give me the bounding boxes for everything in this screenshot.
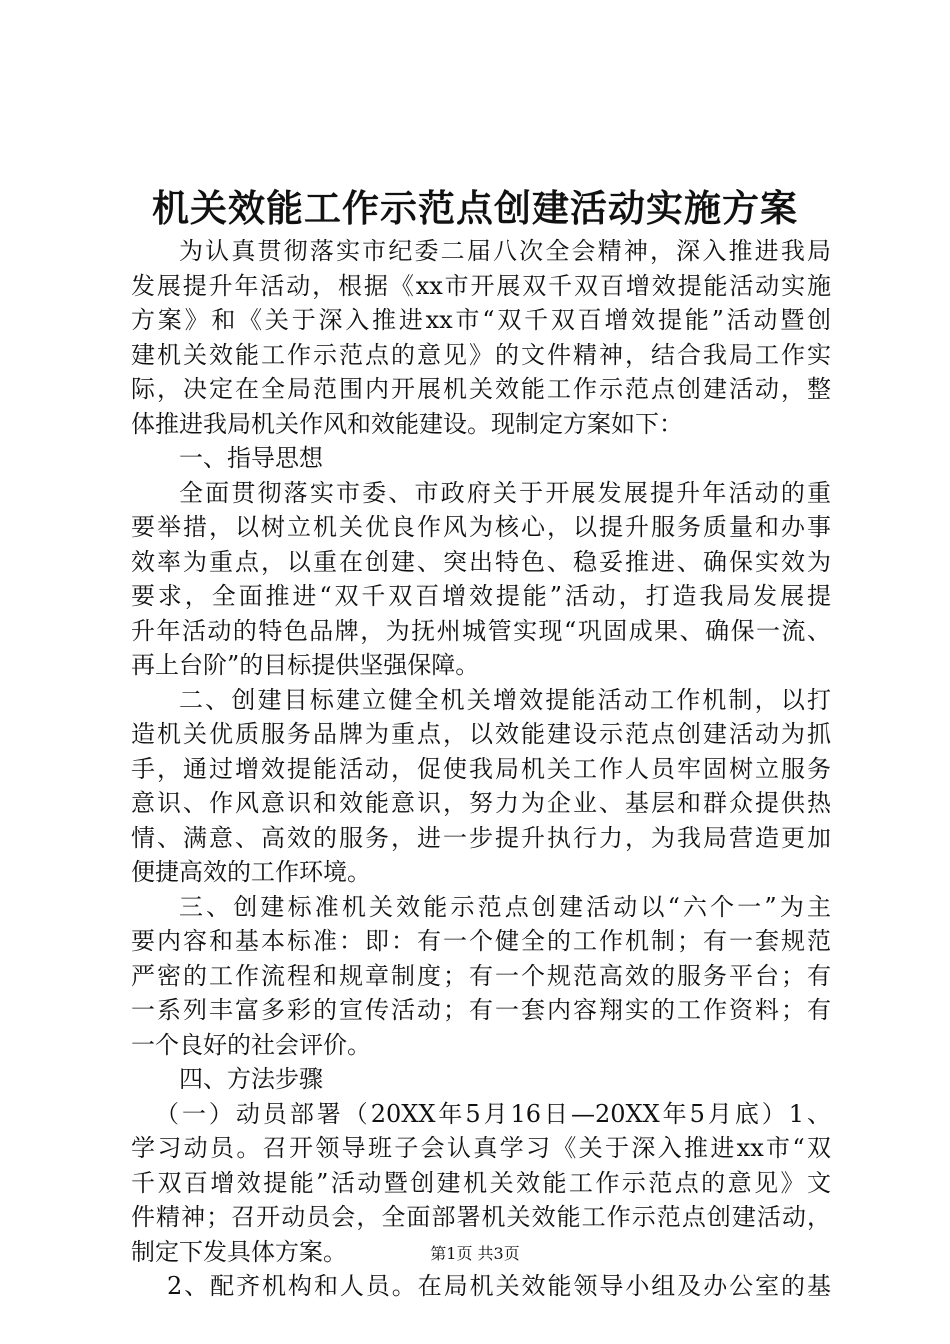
body-line: 二、创建目标建立健全机关增效提能活动工作机制，以打 xyxy=(179,685,831,714)
body-line: 升年活动的特色品牌，为抚州城管实现“巩固成果、确保一流、 xyxy=(131,616,831,645)
body-line: 2、配齐机构和人员。在局机关效能领导小组及办公室的基 xyxy=(167,1272,831,1300)
body-line: 要内容和基本标准：即：有一个健全的工作机制；有一套规范 xyxy=(131,927,831,955)
body-line: 学习动员。召开领导班子会认真学习《关于深入推进xx市“双 xyxy=(131,1134,831,1162)
body-line: 全面贯彻落实市委、市政府关于开展发展提升年活动的重 xyxy=(179,478,831,507)
body-line: 一系列丰富多彩的宣传活动；有一套内容翔实的工作资料；有 xyxy=(131,996,831,1024)
body-line: 建机关效能工作示范点的意见》的文件精神，结合我局工作实 xyxy=(131,340,831,369)
page-footer: 第1页 共3页 xyxy=(430,1244,520,1263)
document-body xyxy=(131,234,831,1304)
body-line: 三、创建标准机关效能示范点创建活动以“六个一”为主 xyxy=(179,892,831,921)
body-line: 严密的工作流程和规章制度；有一个规范高效的服务平台；有 xyxy=(131,961,831,990)
section-heading: 一、指导思想 xyxy=(179,444,323,472)
body-line: 再上台阶”的目标提供坚强保障。 xyxy=(131,651,480,679)
section-heading: 四、方法步骤 xyxy=(179,1065,323,1093)
body-line: 件精神；召开动员会，全面部署机关效能工作示范点创建活动， xyxy=(131,1203,831,1231)
body-line: 千双百增效提能”活动暨创建机关效能工作示范点的意见》文 xyxy=(131,1168,831,1197)
body-line: 情、满意、高效的服务，进一步提升执行力，为我局营造更加 xyxy=(131,823,831,852)
body-line: 造机关优质服务品牌为重点，以效能建设示范点创建活动为抓 xyxy=(131,720,831,748)
document-title: 机关效能工作示范点创建活动实施方案 xyxy=(152,186,798,230)
body-line: 便捷高效的工作环境。 xyxy=(131,858,371,886)
body-line: 为认真贯彻落实市纪委二届八次全会精神，深入推进我局 xyxy=(179,237,831,265)
body-line: 要举措，以树立机关优良作风为核心，以提升服务质量和办事 xyxy=(131,513,831,541)
body-line: 要求，全面推进“双千双百增效提能”活动，打造我局发展提 xyxy=(131,582,831,610)
body-line: 方案》和《关于深入推进xx市“双千双百增效提能”活动暨创 xyxy=(131,306,831,334)
body-line: 意识、作风意识和效能意识，努力为企业、基层和群众提供热 xyxy=(131,789,831,817)
body-line: （一）动员部署（20XX年5月16日—20XX年5月底）1、 xyxy=(155,1099,831,1128)
body-line: 体推进我局机关作风和效能建设。现制定方案如下： xyxy=(131,409,683,438)
body-line: 效率为重点，以重在创建、突出特色、稳妥推进、确保实效为 xyxy=(131,547,831,576)
body-line: 手，通过增效提能活动，促使我局机关工作人员牢固树立服务 xyxy=(131,754,831,783)
body-line: 一个良好的社会评价。 xyxy=(131,1030,371,1059)
body-line: 制定下发具体方案。 xyxy=(131,1237,347,1266)
body-line: 际，决定在全局范围内开展机关效能工作示范点创建活动，整 xyxy=(131,375,831,403)
body-line: 发展提升年活动，根据《xx市开展双千双百增效提能活动实施 xyxy=(131,271,831,300)
